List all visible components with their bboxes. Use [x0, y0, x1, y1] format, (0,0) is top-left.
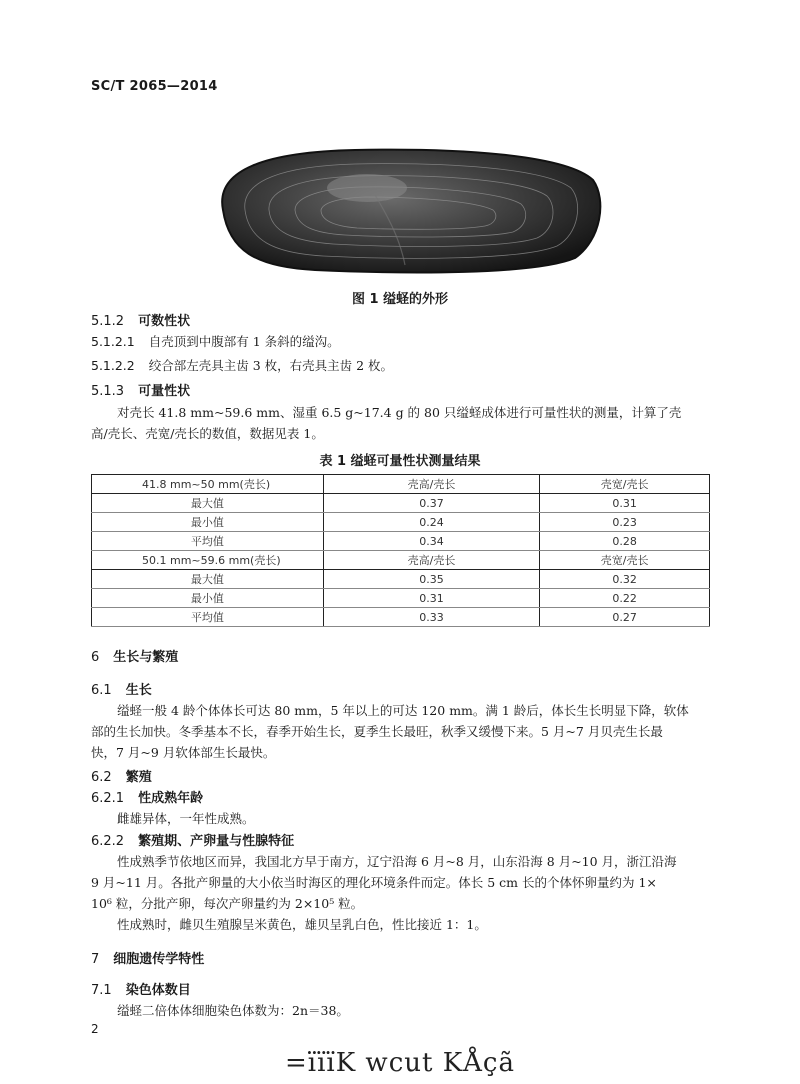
section-title: 繁殖期、产卵量与性腺特征 [138, 834, 295, 849]
paragraph-5-1-3-line1: 对壳长 41.8 mm~59.6 mm、湿重 6.5 g~17.4 g 的 80 只缢蛏成体进行可量性状的测量，计算了壳 [117, 405, 682, 420]
section-title: 性成熟年龄 [138, 791, 204, 806]
column-header: 壳宽/壳长 [540, 551, 710, 570]
cell-value: 0.31 [540, 494, 710, 513]
clause-number: 5.1.2.1 [91, 334, 135, 349]
column-header: 壳高/壳长 [323, 475, 540, 494]
paragraph-6-2-1: 雌雄异体，一年性成熟。 [117, 811, 255, 826]
measurement-table [91, 474, 710, 627]
clause-5-1-2-1 [91, 331, 340, 352]
section-title: 繁殖 [125, 770, 152, 785]
section-title: 细胞遗传学特性 [113, 952, 205, 967]
paragraph-6-2-2-line4: 性成熟时，雌贝生殖腺呈米黄色，雄贝呈乳白色，性比接近 1：1。 [117, 917, 487, 932]
section-number: 7 [91, 952, 100, 967]
table-row [92, 532, 710, 551]
section-number: 5.1.2 [91, 314, 125, 329]
garbled-footer-text: =ïïïK wcut KÅçã [285, 1048, 515, 1078]
row-label: 平均值 [92, 532, 324, 551]
section-title: 染色体数目 [125, 983, 191, 998]
cell-value: 0.28 [540, 532, 710, 551]
section-6-2-1 [91, 787, 203, 806]
clause-text: 绞合部左壳具主齿 3 枚，右壳具主齿 2 枚。 [148, 358, 394, 373]
razor-clam-figure [205, 140, 607, 278]
cell-value: 0.31 [323, 589, 540, 608]
range-cell: 41.8 mm~50 mm(壳长) [92, 475, 324, 494]
table-row [92, 494, 710, 513]
razor-clam-image [205, 140, 607, 278]
cell-value: 0.34 [323, 532, 540, 551]
section-6-2-2 [91, 830, 294, 849]
section-title: 可数性状 [138, 314, 191, 329]
table-row [92, 608, 710, 627]
paragraph-6-1-line3: 快，7 月~9 月软体部生长最快。 [91, 745, 276, 760]
section-number: 6.2 [91, 770, 112, 785]
paragraph-6-1-line1: 缢蛏一般 4 龄个体体长可达 80 mm，5 年以上的可达 120 mm。满 1 龄后，体长生长明显下降，软体 [117, 703, 689, 718]
column-header: 壳宽/壳长 [540, 475, 710, 494]
cell-value: 0.33 [323, 608, 540, 627]
section-number: 6.2.1 [91, 791, 125, 806]
table-row [92, 513, 710, 532]
page-number: 2 [91, 1022, 99, 1036]
clause-5-1-2-2 [91, 355, 393, 376]
section-title: 生长 [125, 683, 152, 698]
paragraph-5-1-3-line2: 高/壳长、壳宽/壳长的数值，数据见表 1。 [91, 426, 324, 441]
table-row [92, 589, 710, 608]
cell-value: 0.27 [540, 608, 710, 627]
paragraph-6-2-2-line2: 9 月~11 月。各批产卵量的大小依当时海区的理化环境条件而定。体长 5 cm 长的个体怀卵量约为 1× [91, 875, 657, 890]
section-6-2 [91, 766, 152, 785]
table-row [92, 570, 710, 589]
row-label: 最大值 [92, 570, 324, 589]
table-caption: 表 1 缢蛏可量性状测量结果 [319, 454, 481, 469]
figure-caption: 图 1 缢蛏的外形 [351, 292, 449, 307]
section-5-1-3 [91, 380, 190, 399]
cell-value: 0.22 [540, 589, 710, 608]
section-7-1 [91, 979, 191, 998]
standard-code: SC/T 2065—2014 [91, 79, 218, 94]
cell-value: 0.32 [540, 570, 710, 589]
table-header-row [92, 551, 710, 570]
row-label: 平均值 [92, 608, 324, 627]
section-number: 6.1 [91, 683, 112, 698]
row-label: 最大值 [92, 494, 324, 513]
row-label: 最小值 [92, 589, 324, 608]
section-5-1-2 [91, 310, 190, 329]
paragraph-7-1: 缢蛏二倍体体细胞染色体数为：2n＝38。 [117, 1003, 349, 1018]
paragraph-6-1-line2: 部的生长加快。冬季基本不长，春季开始生长，夏季生长最旺，秋季又缓慢下来。5 月~7 月贝壳生长最 [91, 724, 663, 739]
section-number: 5.1.3 [91, 384, 125, 399]
section-number: 7.1 [91, 983, 112, 998]
paragraph-6-2-2-line1: 性成熟季节依地区而异，我国北方早于南方，辽宁沿海 6 月~8 月，山东沿海 8 月~10 月，浙江沿海 [117, 854, 677, 869]
section-title: 生长与繁殖 [113, 650, 179, 665]
cell-value: 0.24 [323, 513, 540, 532]
clause-text: 自壳顶到中腹部有 1 条斜的缢沟。 [148, 334, 340, 349]
table-header-row [92, 475, 710, 494]
clause-number: 5.1.2.2 [91, 358, 135, 373]
cell-value: 0.35 [323, 570, 540, 589]
section-6-1 [91, 679, 152, 698]
section-number: 6 [91, 650, 100, 665]
section-7 [91, 948, 204, 967]
column-header: 壳高/壳长 [323, 551, 540, 570]
range-cell: 50.1 mm~59.6 mm(壳长) [92, 551, 324, 570]
section-number: 6.2.2 [91, 834, 125, 849]
section-title: 可量性状 [138, 384, 191, 399]
paragraph-6-2-2-line3: 10⁶ 粒，分批产卵，每次产卵量约为 2×10⁵ 粒。 [91, 896, 364, 911]
cell-value: 0.23 [540, 513, 710, 532]
row-label: 最小值 [92, 513, 324, 532]
cell-value: 0.37 [323, 494, 540, 513]
section-6 [91, 646, 178, 665]
